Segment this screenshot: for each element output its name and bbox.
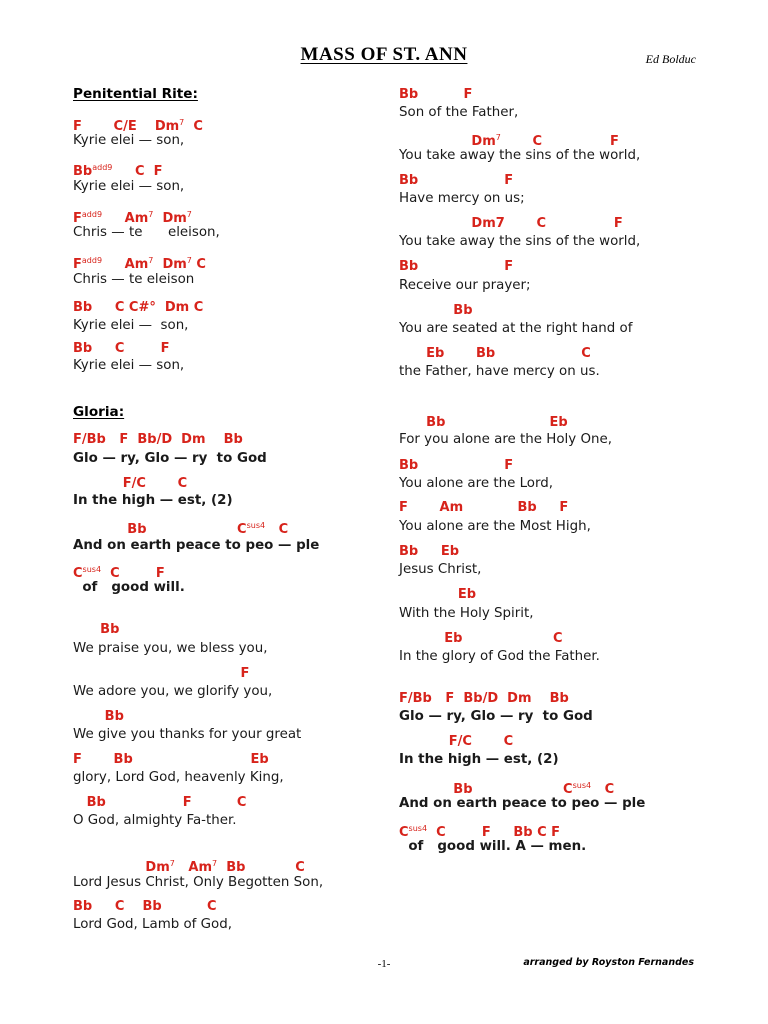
lyric-line: Lord God, Lamb of God, [73,917,232,932]
author-credit: Ed Bolduc [645,52,696,66]
chord-line: Dm$^7$ Am$^7$ Bb C [73,859,305,875]
lyric-line: Chris — te eleison [73,272,195,287]
lyric-line: glory, Lord God, heavenly King, [73,770,284,785]
lyric-line: Kyrie elei — son, [73,133,185,148]
lyric-line: Kyrie elei — son, [73,358,185,373]
chord-line: Bb F [399,173,514,188]
lyric-line: O God, almighty Fa-ther. [73,813,237,828]
chord-line: F/C C [399,734,514,749]
chord-line: F/Bb F Bb/D Dm Bb [399,691,569,706]
chord-line: Bb [73,709,124,724]
chord-line: Bb Eb [399,544,460,559]
chord-line: F/C C [73,476,188,491]
chord-line: F Bb Eb [73,752,269,767]
lyric-line: For you alone are the Holy One, [399,432,612,447]
lyric-line: Glo — ry, Glo — ry to God [399,709,593,724]
page-number: -1- [377,958,391,970]
chord-line: Bb [73,622,120,637]
lyric-line: You take away the sins of the world, [399,234,641,249]
chord-line: Dm$^7$ C F [399,133,619,149]
chord-line: Bb F [399,259,514,274]
lyric-line: With the Holy Spirit, [399,606,534,621]
chord-line: Bb F C [73,795,247,810]
lyric-line: of good will. A — men. [399,839,587,854]
arranger-credit: arranged by Royston Fernandes [523,957,694,968]
chord-line: $F^{add9}$ Am$^7$ Dm$^7$ [73,210,192,226]
chord-line: Bb $C^{sus4}$ C [399,781,615,797]
page-title-text: MASS OF ST. ANN [300,44,468,65]
chord-line: $C^{sus4}$ C F [73,565,165,581]
chord-line: Bb C Bb C [73,899,217,914]
lyric-line: Chris — te eleison, [73,225,220,240]
lyric-line: And on earth peace to peo — ple [399,796,646,811]
chord-line: Bb F [399,458,514,473]
chord-line: Bb [399,303,473,318]
chord-line: Bb $C^{sus4}$ C [73,521,289,537]
lyric-line: You alone are the Lord, [399,476,554,491]
section-heading: Penitential Rite: [73,86,198,102]
lyric-line: You alone are the Most High, [399,519,591,534]
lyric-line: Receive our prayer; [399,278,531,293]
lyric-line: of good will. [73,580,185,595]
chord-line: Eb [399,587,477,602]
chord-line: Eb Bb C [399,346,591,361]
lyric-line: In the high — est, (2) [73,493,233,508]
lyric-line: the Father, have mercy on us. [399,364,600,379]
chord-line: Bb C C#° Dm C [73,300,204,315]
lyric-line: And on earth peace to peo — ple [73,538,320,553]
lyric-line: In the high — est, (2) [399,752,559,767]
chord-line: $C^{sus4}$ C F Bb C F [399,824,561,840]
chord-line: Bb F [399,87,473,102]
lyric-line: We adore you, we glorify you, [73,684,273,699]
chord-line: F/Bb F Bb/D Dm Bb [73,432,243,447]
lyric-line: In the glory of God the Father. [399,649,600,664]
chord-line: Eb C [399,631,563,646]
chord-line: Dm7 C F [399,216,623,231]
lyric-line: We praise you, we bless you, [73,641,268,656]
chord-line: F Am Bb F [399,500,569,515]
lyric-line: Glo — ry, Glo — ry to God [73,451,267,466]
lyric-line: We give you thanks for your great [73,727,302,742]
chord-line: F C/E Dm$^7$ C [73,118,203,134]
lyric-line: You are seated at the right hand of [399,321,633,336]
lyric-line: Jesus Christ, [399,562,482,577]
chord-line: $Bb^{add9}$ C F [73,163,163,179]
lyric-line: Have mercy on us; [399,191,525,206]
lyric-line: Kyrie elei — son, [73,318,189,333]
chord-line: Bb C F [73,341,170,356]
lyric-line: You take away the sins of the world, [399,148,641,163]
chord-line: Bb Eb [399,415,568,430]
chord-line: F [73,666,250,681]
chord-line: $F^{add9}$ Am$^7$ Dm$^7$ C [73,256,206,272]
lyric-line: Lord Jesus Christ, Only Begotten Son, [73,875,324,890]
lyric-line: Kyrie elei — son, [73,179,185,194]
lyric-line: Son of the Father, [399,105,519,120]
section-heading: Gloria: [73,404,125,420]
